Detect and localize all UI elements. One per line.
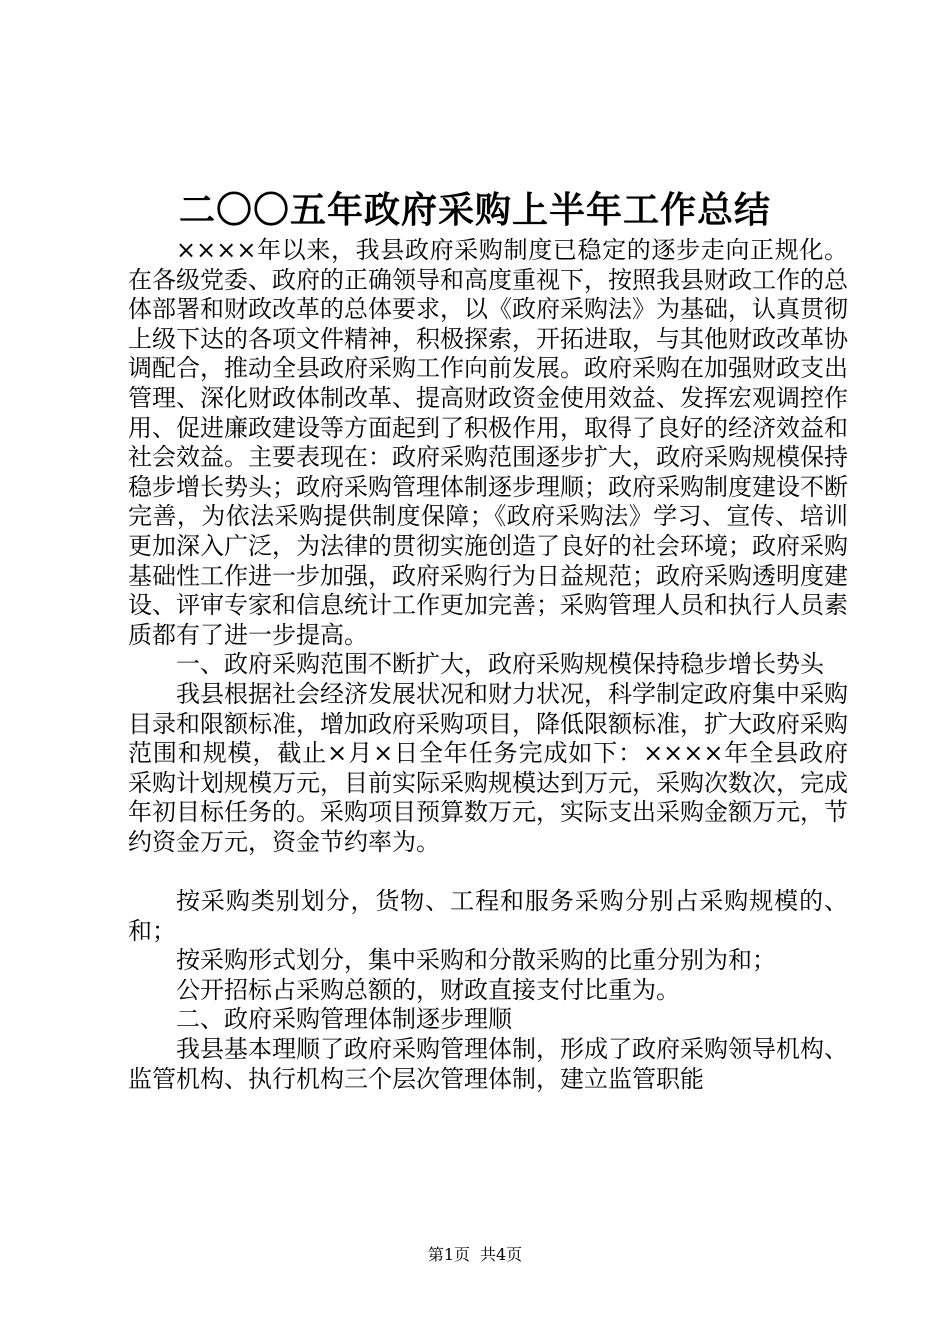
paragraph-public-bidding: 公开招标占采购总额的，财政直接支付比重为。	[176, 975, 680, 1004]
section-heading-2: 二、政府采购管理体制逐步理顺	[176, 1005, 512, 1034]
page-number: 第1页	[427, 1245, 470, 1264]
page-footer	[0, 1245, 950, 1265]
section-heading-1: 一、政府采购范围不断扩大，政府采购规模保持稳步增长势头	[176, 650, 824, 679]
document-title: 二〇〇五年政府采购上半年工作总结	[178, 189, 771, 231]
paragraph-by-form: 按采购形式划分，集中采购和分散采购的比重分别为和；	[176, 946, 776, 975]
paragraph-by-category: 按采购类别划分，货物、工程和服务采购分别占采购规模的、和；	[128, 887, 848, 945]
paragraph-management: 我县基本理顺了政府采购管理体制，形成了政府采购领导机构、监管机构、执行机构三个层次管理体制，建立监管职能	[128, 1035, 848, 1093]
paragraph-scope: 我县根据社会经济发展状况和财力状况，科学制定政府集中采购目录和限额标准，增加政府采购项目，降低限额标准，扩大政府采购范围和规模，截止×月×日全年任务完成如下：××××年全县政府采购计划规模万元，目前实际采购规模达到万元，采购次数次，完成年初目标任务的。采购项目预算数万元，实际支出采购金额万元，节约资金万元，资金节约率为。	[128, 679, 848, 856]
page-total: 共4页	[480, 1245, 523, 1264]
paragraph-intro: ××××年以来，我县政府采购制度已稳定的逐步走向正规化。在各级党委、政府的正确领导和高度重视下，按照我县财政工作的总体部署和财政改革的总体要求，以《政府采购法》为基础，认真贯彻上级下达的各项文件精神，积极探索，开拓进取，与其他财政改革协调配合，推动全县政府采购工作向前发展。政府采购在加强财政支出管理、深化财政体制改革、提高财政资金使用效益、发挥宏观调控作用、促进廉政建设等方面起到了积极作用，取得了良好的经济效益和社会效益。主要表现在：政府采购范围逐步扩大，政府采购规模保持稳步增长势头；政府采购管理体制逐步理顺；政府采购制度建设不断完善，为依法采购提供制度保障；《政府采购法》学习、宣传、培训更加深入广泛，为法律的贯彻实施创造了良好的社会环境；政府采购基础性工作进一步加强，政府采购行为日益规范；政府采购透明度建设、评审专家和信息统计工作更加完善；采购管理人员和执行人员素质都有了进一步提高。	[128, 236, 848, 649]
document-body	[128, 236, 848, 1094]
